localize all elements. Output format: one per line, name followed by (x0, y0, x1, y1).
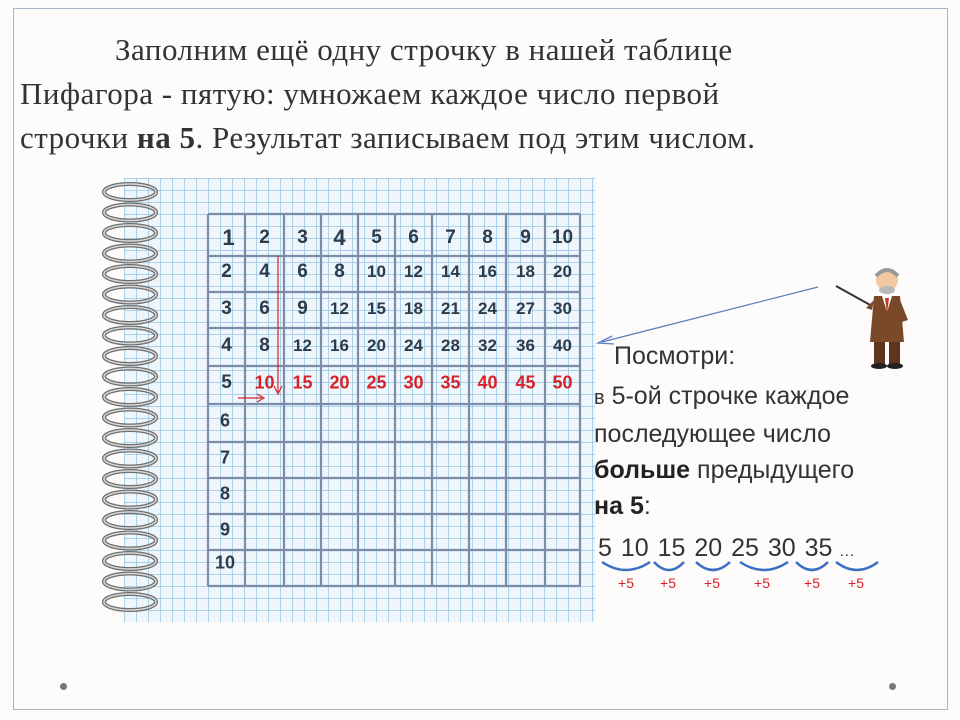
table-cell: 35 (440, 372, 461, 393)
intro-text (20, 28, 938, 160)
table-cell: 4 (259, 261, 270, 282)
table-cell: 7 (445, 227, 456, 248)
table-cell: 15 (292, 372, 313, 393)
increment-label: +5 (754, 575, 770, 591)
table-cell: 6 (408, 227, 419, 248)
table-cell: 6 (297, 261, 308, 282)
table-cell: 2 (221, 261, 232, 282)
callout-line-4: : (643, 492, 651, 520)
table-cell: 50 (552, 372, 573, 393)
teacher-icon (832, 262, 928, 370)
table-cell: 3 (221, 298, 232, 319)
table-cell: 20 (367, 336, 386, 355)
table-cell: 24 (478, 299, 497, 318)
increment-label: +5 (804, 575, 820, 591)
callout-text (594, 378, 924, 524)
table-cell: 18 (404, 299, 423, 318)
table-cell: 14 (441, 262, 460, 281)
callout-line-3: предыдущего (690, 456, 855, 484)
callout-bold-by5: на 5 (594, 492, 644, 520)
table-cell: 8 (334, 261, 345, 282)
table-cell: 24 (404, 336, 423, 355)
table-cell: 30 (553, 299, 572, 318)
table-cell: 20 (553, 262, 572, 281)
table-cell: 8 (482, 227, 493, 248)
table-cell: 36 (516, 336, 535, 355)
callout-line-2: последующее число (594, 420, 832, 448)
table-cell: 10 (254, 372, 275, 393)
table-cell: 18 (516, 262, 535, 281)
callout-title: Посмотри: (614, 342, 736, 370)
intro-line-3c: . Результат записываем под этим числом. (195, 120, 756, 155)
increment-label: +5 (704, 575, 720, 591)
table-cell: 10 (551, 227, 574, 248)
table-cell: 9 (520, 227, 531, 248)
table-cell: 15 (367, 299, 386, 318)
intro-line-1: Заполним ещё одну строчку в нашей таблице (115, 32, 733, 67)
table-cell: 5 (221, 372, 232, 393)
table-cell: 6 (259, 298, 270, 319)
table-cell: 4 (333, 225, 346, 250)
table-cell: 1 (222, 225, 235, 250)
table-cell: 40 (477, 372, 498, 393)
table-cell: 45 (515, 372, 536, 393)
sequence-ellipsis: … (832, 543, 855, 560)
table-cell: 40 (553, 336, 572, 355)
callout-bold-more: больше (594, 456, 691, 484)
table-cell: 12 (293, 336, 312, 355)
increment-label: +5 (660, 575, 676, 591)
table-cell: 9 (219, 519, 231, 540)
table-cell: 12 (330, 299, 349, 318)
table-cell: 28 (441, 336, 460, 355)
table-cell: 8 (219, 483, 231, 504)
sequence-text (598, 534, 855, 563)
table-cell: 9 (297, 298, 308, 319)
increment-label: +5 (618, 575, 634, 591)
table-cell: 12 (404, 262, 423, 281)
table-cell: 16 (330, 336, 349, 355)
table-cell: 7 (219, 447, 231, 468)
increment-label: +5 (848, 575, 864, 591)
intro-line-2: Пифагора - пятую: умножаем каждое число первой (20, 76, 720, 111)
next-slide-dot[interactable] (889, 683, 896, 690)
table-cell: 8 (259, 335, 270, 356)
table-cell: 5 (371, 227, 382, 248)
intro-emphasis: на 5 (136, 120, 196, 155)
table-cell: 20 (329, 372, 350, 393)
table-cell: 30 (403, 372, 424, 393)
table-cell: 3 (297, 227, 308, 248)
prev-slide-dot[interactable] (60, 683, 67, 690)
table-cell: 27 (516, 299, 535, 318)
table-cell: 6 (219, 410, 231, 431)
sequence-numbers: 5 10 15 20 25 30 35 (598, 534, 833, 562)
spiral-binding-icon (92, 180, 162, 620)
table-cell: 21 (441, 299, 460, 318)
table-cell: 16 (478, 262, 497, 281)
table-cell: 4 (221, 335, 232, 356)
callout-line-1: 5-ой строчке каждое (604, 382, 850, 410)
table-cell: 10 (214, 552, 236, 573)
table-cell: 25 (366, 372, 387, 393)
intro-line-3a: строчки (20, 120, 137, 155)
table-cell: 32 (478, 336, 497, 355)
callout-prefix: в (594, 387, 605, 409)
table-cell: 2 (259, 227, 270, 248)
table-cell: 10 (367, 262, 386, 281)
